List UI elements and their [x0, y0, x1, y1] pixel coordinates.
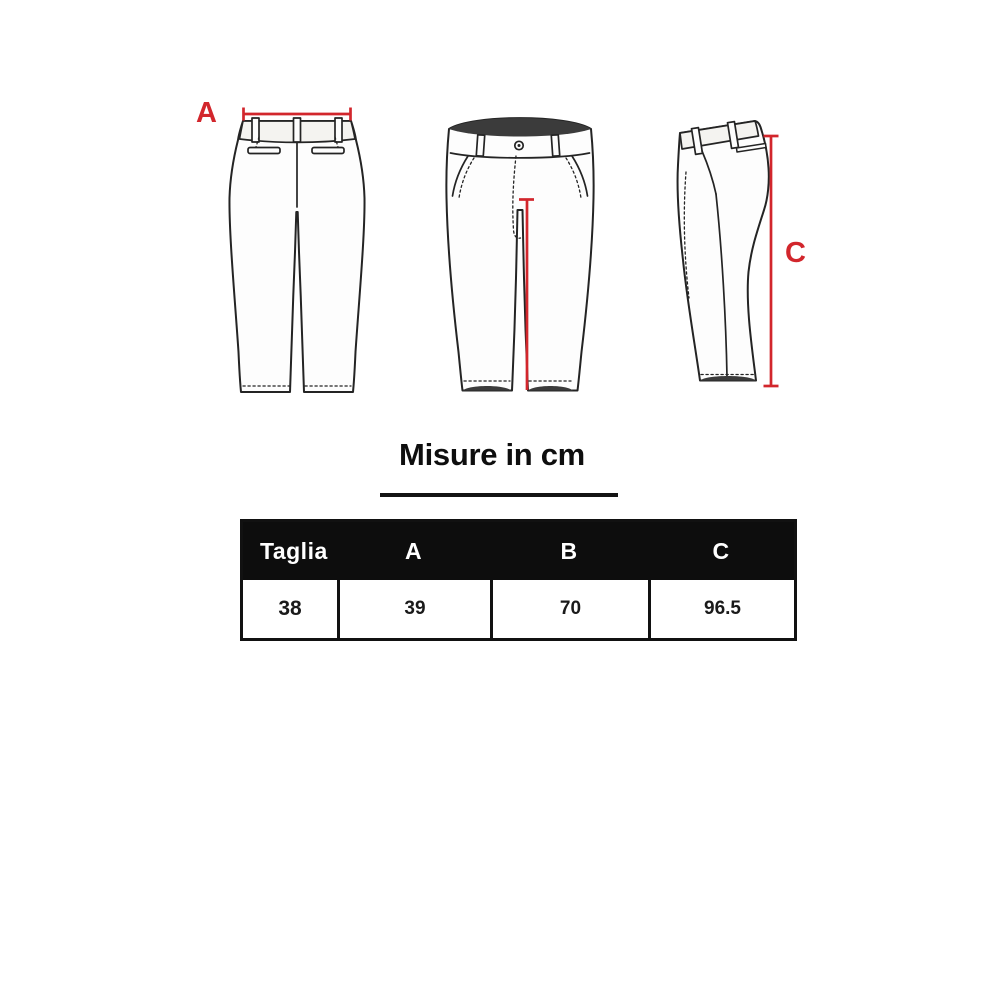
cell-a-value: 39	[337, 580, 490, 638]
cell-taglia-value: 38	[278, 597, 302, 620]
measure-label-c: C	[785, 237, 806, 269]
cell-c-value: 96.5	[648, 580, 794, 638]
col-header-a: A	[404, 537, 423, 564]
title-underline	[380, 493, 618, 497]
pants-side-view-drawing	[665, 108, 790, 400]
page-title: Misure in cm	[399, 437, 585, 472]
col-header-taglia: Taglia	[260, 537, 328, 564]
measure-label-a: A	[196, 97, 217, 129]
pants-side-outline	[678, 121, 769, 381]
pants-front-outline	[446, 118, 593, 390]
col-header-b: B	[560, 537, 578, 564]
pants-front-view-drawing	[440, 105, 605, 400]
pants-back-view-drawing	[225, 100, 375, 400]
size-table	[240, 519, 797, 641]
col-header-c: C	[712, 537, 730, 564]
pants-back-outline	[229, 118, 364, 392]
size-table-header-row	[243, 522, 794, 580]
size-table-data-row	[243, 580, 794, 638]
cell-b-value: 70	[490, 580, 648, 638]
